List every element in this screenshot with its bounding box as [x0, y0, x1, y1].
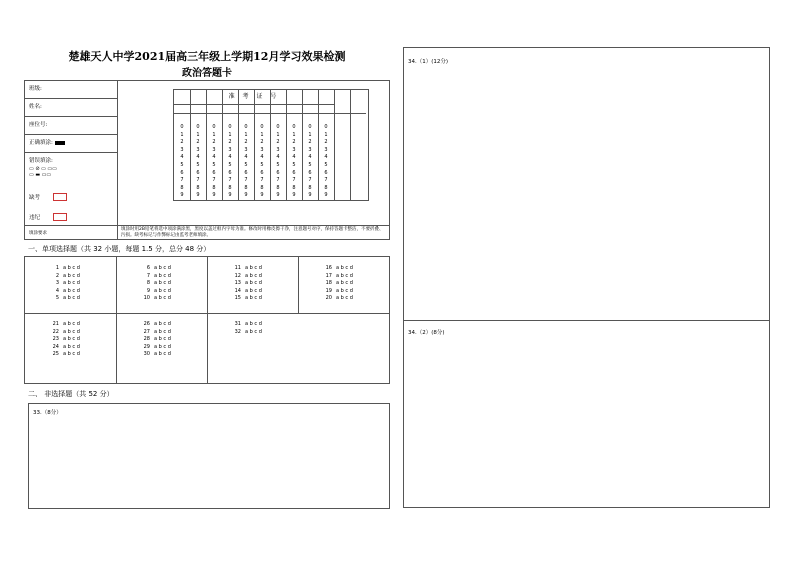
q33-label: 33.（8分） — [33, 410, 62, 416]
choice-group — [136, 321, 171, 359]
page-title: 楚雄天人中学2021届高三年级上学期12月学习效果检测 — [68, 50, 346, 63]
student-info-box — [24, 80, 390, 240]
choice-row[interactable]: 11 a b c d — [234, 265, 262, 271]
choice-row[interactable]: 24 a b c d — [52, 343, 80, 350]
fill-instructions-label: 填涂要求 — [29, 231, 47, 236]
section1-heading: 一、单项选择题（共 32 小题，每题 1.5 分，总分 48 分） — [28, 245, 211, 253]
exam-id-digit-column[interactable]: 0 1 2 3 4 5 6 7 8 9 — [260, 124, 264, 199]
choice-row[interactable]: 1 a b c d — [55, 265, 80, 271]
choice-row[interactable]: 16 a b c d — [325, 265, 353, 271]
q34-answer-box[interactable] — [403, 47, 770, 508]
exam-id-header: 准 考 证 号 — [174, 90, 334, 105]
absent-checkbox[interactable] — [53, 193, 67, 201]
name-field[interactable]: 姓名: — [25, 99, 117, 117]
exam-id-digit-column[interactable]: 0 1 2 3 4 5 6 7 8 9 — [324, 124, 328, 199]
choice-row[interactable]: 5 a b c d — [55, 295, 80, 302]
choice-group — [45, 265, 80, 303]
choice-row[interactable]: 28 a b c d — [143, 336, 171, 343]
choice-group — [227, 265, 262, 303]
choice-row[interactable]: 10 a b c d — [143, 295, 171, 302]
choice-row[interactable]: 29 a b c d — [143, 343, 171, 350]
wrong-fill-area — [25, 153, 117, 229]
q34-2-label: 34.（2）(8分) — [408, 330, 445, 336]
choice-group — [136, 265, 171, 303]
exam-id-grid — [173, 89, 369, 201]
fill-instructions-text: 填涂时用2B铅笔将选中项涂满涂黑，黑度以盖过框内字母为准。修改时用橡皮擦干净，注意题号对序，保持答题卡整洁，不要折叠、污损。缺考标记与作弊标记由监考老师填涂。 — [121, 227, 384, 238]
grid-line — [334, 90, 335, 200]
choice-group — [45, 321, 80, 359]
choice-row[interactable]: 3 a b c d — [55, 280, 80, 287]
exam-id-digit-column[interactable]: 0 1 2 3 4 5 6 7 8 9 — [292, 124, 296, 199]
seat-field[interactable]: 座位号: — [25, 117, 117, 135]
page-subtitle: 政治答题卡 — [182, 68, 232, 79]
choice-row[interactable]: 20 a b c d — [325, 295, 353, 302]
correct-fill-label: 正确填涂: — [29, 140, 53, 146]
exam-id-digit-column[interactable]: 0 1 2 3 4 5 6 7 8 9 — [244, 124, 248, 199]
section2-heading: 二、 非选择题（共 52 分） — [28, 390, 114, 398]
correct-fill-example — [25, 135, 117, 153]
exam-id-digit-column[interactable]: 0 1 2 3 4 5 6 7 8 9 — [196, 124, 200, 199]
wrong-fill-icons: ▭ ⊘ ▭ ▭▭ ▭ ▬ ▭▭ — [29, 166, 57, 178]
q34-divider — [404, 320, 769, 321]
fill-instructions — [25, 225, 389, 240]
choice-group — [318, 265, 353, 303]
choice-row[interactable]: 6 a b c d — [146, 265, 171, 271]
choice-row[interactable]: 32 a b c d — [234, 328, 262, 335]
choice-row[interactable]: 2 a b c d — [55, 272, 80, 279]
choice-row[interactable]: 4 a b c d — [55, 287, 80, 294]
exam-id-digit-column[interactable]: 0 1 2 3 4 5 6 7 8 9 — [228, 124, 232, 199]
choice-row[interactable]: 31 a b c d — [234, 321, 262, 327]
choice-row[interactable]: 27 a b c d — [143, 328, 171, 335]
violation-checkbox[interactable] — [53, 213, 67, 221]
choice-row[interactable]: 15 a b c d — [234, 295, 262, 302]
choice-row[interactable]: 7 a b c d — [146, 272, 171, 279]
grid-line — [350, 90, 351, 200]
choice-row[interactable]: 26 a b c d — [143, 321, 171, 327]
choice-row[interactable]: 19 a b c d — [325, 287, 353, 294]
class-field[interactable]: 班级: — [25, 81, 117, 99]
wrong-fill-label: 错误填涂: — [29, 158, 53, 164]
choice-answer-area — [24, 256, 390, 384]
choice-group — [227, 321, 262, 336]
choice-row[interactable]: 22 a b c d — [52, 328, 80, 335]
choice-row[interactable]: 8 a b c d — [146, 280, 171, 287]
exam-id-digit-column[interactable]: 0 1 2 3 4 5 6 7 8 9 — [308, 124, 312, 199]
exam-id-digit-column[interactable]: 0 1 2 3 4 5 6 7 8 9 — [212, 124, 216, 199]
exam-id-digit-column[interactable]: 0 1 2 3 4 5 6 7 8 9 — [276, 124, 280, 199]
choice-row[interactable]: 18 a b c d — [325, 280, 353, 287]
violation-label: 违纪 — [29, 215, 41, 221]
info-left-column — [25, 81, 118, 225]
choice-row[interactable]: 9 a b c d — [146, 287, 171, 294]
choice-row[interactable]: 13 a b c d — [234, 280, 262, 287]
choice-row[interactable]: 23 a b c d — [52, 336, 80, 343]
choice-row[interactable]: 21 a b c d — [52, 321, 80, 327]
choice-row[interactable]: 14 a b c d — [234, 287, 262, 294]
q34-1-label: 34.（1）(12分) — [408, 59, 449, 65]
exam-id-digit-column[interactable]: 0 1 2 3 4 5 6 7 8 9 — [180, 124, 184, 199]
choice-row[interactable]: 30 a b c d — [143, 351, 171, 358]
q33-answer-box[interactable] — [28, 403, 390, 509]
absent-label: 缺考 — [29, 195, 41, 201]
choice-row[interactable]: 17 a b c d — [325, 272, 353, 279]
choice-row[interactable]: 25 a b c d — [52, 351, 80, 358]
choice-row[interactable]: 12 a b c d — [234, 272, 262, 279]
filled-mark-icon — [55, 141, 65, 145]
